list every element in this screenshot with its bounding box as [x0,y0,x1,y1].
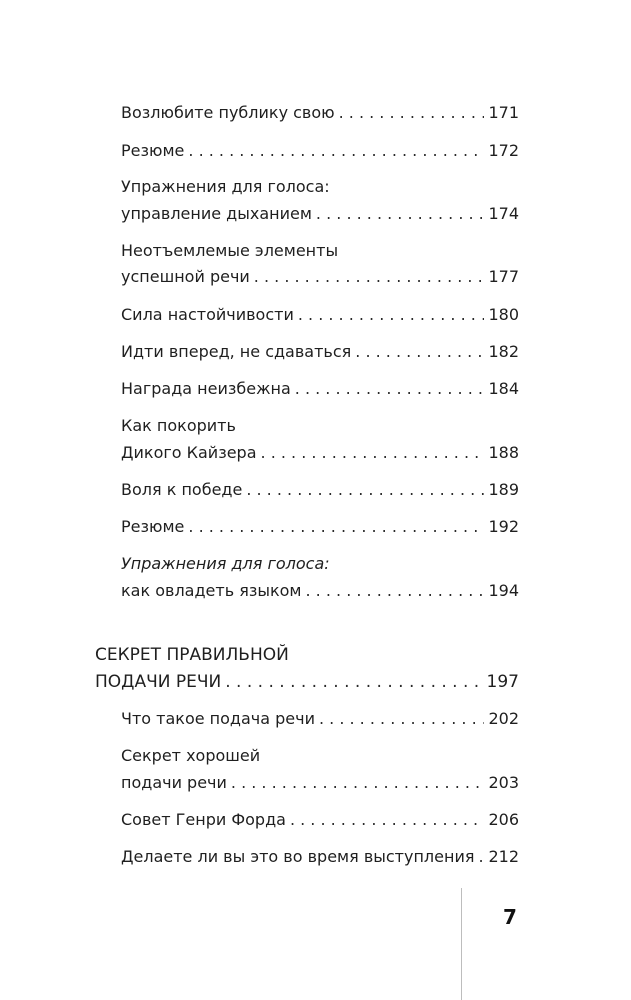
leader-dots [231,773,485,793]
toc-entry-first-line: Упражнения для голоса: [121,177,330,196]
toc-entry [121,709,519,729]
leader-dots [254,267,485,287]
toc-entry-title: управление дыханием [121,204,312,223]
toc-entry-title: успешной речи [121,267,250,286]
toc-entry-title: Резюме [121,141,185,160]
toc-page-number: 184 [488,379,519,398]
toc-entry-first-line: Секрет хорошей [121,746,261,765]
toc-page-number: 180 [488,305,519,324]
toc-page-number: 172 [488,141,519,160]
toc-page-number: 192 [488,517,519,536]
leader-dots [261,443,485,463]
toc-page-number: 202 [488,709,519,728]
section-heading-first-line: СЕКРЕТ ПРАВИЛЬНОЙ [95,645,289,665]
section-title: ПОДАЧИ РЕЧИ [95,672,222,692]
toc-page-number: 189 [488,480,519,499]
leader-dots [478,847,484,867]
toc-page-number: 182 [488,342,519,361]
toc-page-number: 197 [486,672,519,692]
page-number: 7 [503,905,517,929]
footer-divider [461,888,462,1000]
toc-entry [121,517,519,537]
toc-entry [121,305,519,325]
toc-entry [121,141,519,161]
toc-entry-title: Резюме [121,517,185,536]
toc-entry-title: Награда неизбежна [121,379,291,398]
toc-entry-first-line: Упражнения для голоса: [121,554,330,573]
toc-page-number: 177 [488,267,519,286]
toc-entry-title: Делаете ли вы это во время выступления [121,847,475,866]
leader-dots [295,379,485,399]
leader-dots [298,305,485,325]
leader-dots [319,709,484,729]
toc-page-number: 206 [488,810,519,829]
toc-entry [121,480,519,500]
toc-page-number: 194 [488,581,519,600]
toc-entry [121,267,519,287]
toc-entry [121,773,519,793]
toc-entry [121,810,519,830]
toc-entry-title: Совет Генри Форда [121,810,286,829]
leader-dots [290,810,485,830]
leader-dots [355,342,484,362]
toc-entry-title: Сила настойчивости [121,305,294,324]
section-heading [95,672,519,692]
toc-entry [121,103,519,123]
leader-dots [339,103,485,123]
leader-dots [188,141,484,161]
toc-entry-title: Возлюбите публику свою [121,103,335,122]
leader-dots [306,581,485,601]
toc-page-number: 188 [488,443,519,462]
toc-page-number: 171 [488,103,519,122]
toc-entry-title: Идти вперед, не сдаваться [121,342,352,361]
toc-page-number: 203 [488,773,519,792]
toc-page-number: 212 [488,847,519,866]
toc-entry-title: Что такое подача речи [121,709,315,728]
toc-entry-title: Дикого Кайзера [121,443,257,462]
leader-dots [225,672,482,692]
leader-dots [246,480,484,500]
toc-entry [121,342,519,362]
toc-entry-first-line: Неотъемлемые элементы [121,241,339,260]
toc-entry-first-line: Как покорить [121,416,236,435]
toc-entry [121,204,519,224]
toc-entry [121,581,519,601]
leader-dots [188,517,484,537]
toc-entry [121,379,519,399]
toc-entry-title: как овладеть языком [121,581,302,600]
toc-page-number: 174 [488,204,519,223]
toc-entry-title: подачи речи [121,773,227,792]
leader-dots [316,204,485,224]
toc-entry-title: Воля к победе [121,480,243,499]
toc-entry [121,443,519,463]
toc-entry [121,847,519,867]
